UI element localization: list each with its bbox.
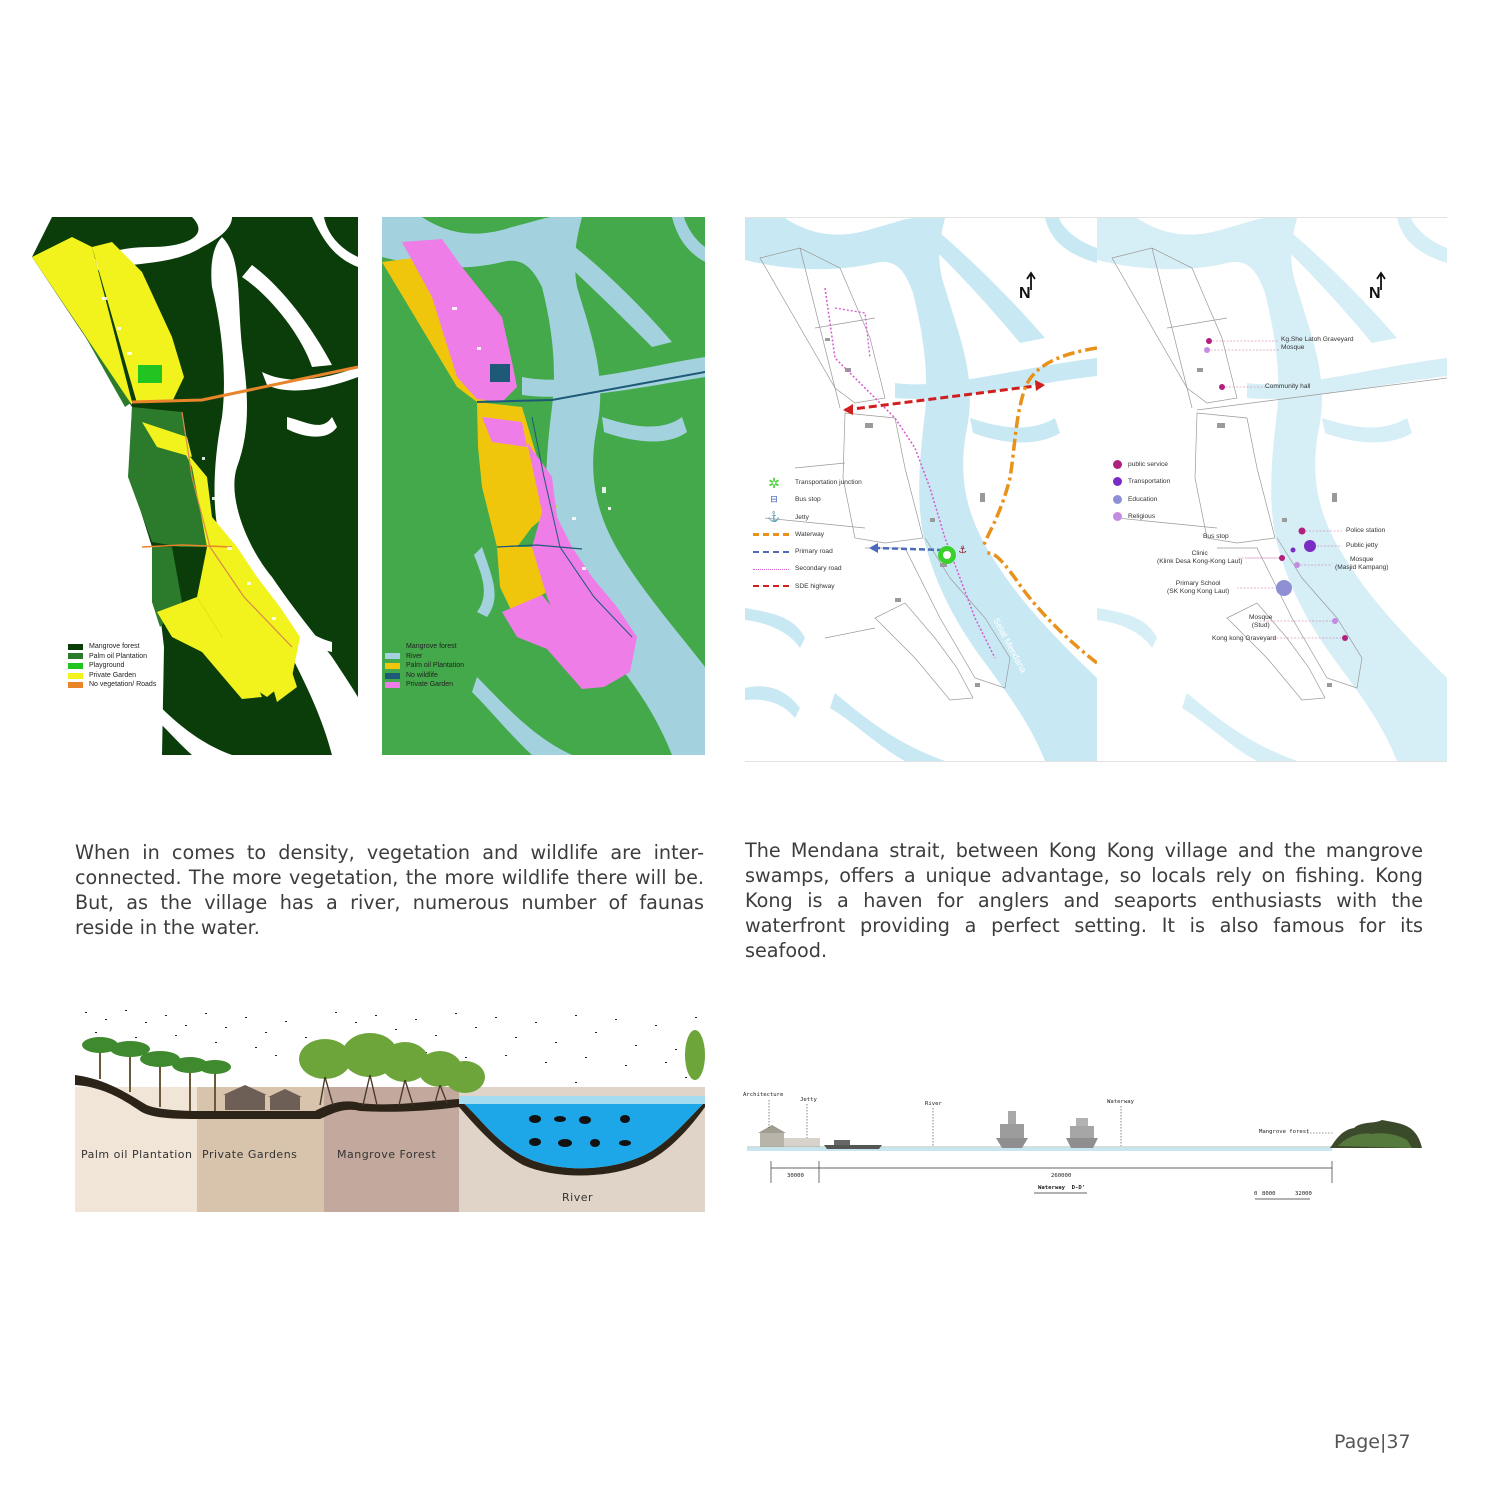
legend-label: Transportation — [1128, 478, 1171, 486]
legend-item — [753, 491, 862, 508]
legend-item — [385, 642, 464, 652]
legend-label: River — [406, 652, 423, 660]
legend-item — [68, 661, 156, 671]
label-public-jetty: Public jetty — [1346, 542, 1378, 549]
zone-label-river: River — [562, 1191, 593, 1204]
zone-label-mangrove: Mangrove Forest — [337, 1148, 437, 1161]
transport-legend — [753, 474, 862, 595]
legend-label: public service — [1128, 461, 1168, 468]
vegetation-map — [32, 217, 358, 755]
label-police-station: Police station — [1346, 527, 1386, 534]
label-community-hall: Community hall — [1265, 383, 1311, 390]
waterway-section — [742, 1088, 1424, 1203]
dotted-line-icon — [753, 569, 789, 570]
label-mangrove-forest: Mangrove forest — [1259, 1129, 1310, 1135]
legend-label: Palm oil Plantation — [406, 662, 464, 670]
vegetation-legend — [68, 642, 156, 690]
legend-label: Primary road — [795, 548, 833, 556]
zone-label-palm: Palm oil Plantation — [81, 1148, 193, 1161]
label-graveyard-mosque: Kg.She Latoh Graveyard Mosque — [1281, 336, 1354, 351]
legend-label: Transportation junction — [795, 479, 862, 486]
page-number: Page|37 — [1334, 1431, 1411, 1453]
legend-item — [753, 474, 862, 491]
north-label: N — [1369, 285, 1381, 302]
strait-label: Selat Mendana — [991, 616, 1029, 675]
legend-item — [68, 671, 156, 681]
legend-item — [68, 680, 156, 690]
legend-item — [753, 578, 862, 595]
bus-icon: ⊟ — [770, 494, 778, 505]
legend-item — [68, 652, 156, 662]
legend-item — [1113, 456, 1170, 473]
legend-item — [753, 560, 862, 577]
dashed-line-icon — [753, 551, 789, 553]
label-jetty: Jetty — [800, 1097, 817, 1103]
ecology-section — [75, 1007, 705, 1212]
section-caption: Waterway D-D' — [1038, 1185, 1086, 1191]
legend-label: Secondary road — [795, 565, 842, 573]
svg-text:⚓: ⚓ — [958, 545, 967, 556]
legend-label: No wildlife — [406, 671, 438, 679]
label-graveyard: Kong kong Graveyard — [1212, 635, 1277, 642]
legend-item — [68, 642, 156, 652]
north-label: N — [1019, 285, 1031, 302]
zone-label-gardens: Private Gardens — [202, 1148, 298, 1161]
ecology-section-graphic — [75, 1007, 705, 1212]
dot-icon — [1113, 477, 1122, 486]
facilities-legend — [1113, 456, 1170, 525]
legend-label: Bus stop — [795, 496, 821, 504]
dot-icon — [1113, 512, 1122, 521]
legend-item — [1113, 508, 1170, 525]
legend-label: Private Garden — [89, 671, 137, 679]
left-paragraph: When in comes to density, vegetation and wildlife are inter-connected. The more vegetation, the more wildlife there will be. But, as the village has a river, numerous number of faunas reside in the water. — [75, 841, 704, 939]
label-bus-stop: Bus stop — [1203, 533, 1229, 540]
legend-item — [385, 680, 464, 690]
legend-item — [1113, 473, 1170, 490]
legend-label: Education — [1128, 495, 1158, 503]
dash-dot-line-icon — [753, 533, 789, 536]
label-mosque-stud: Mosque (Stud) — [1249, 614, 1273, 629]
legend-item — [385, 661, 464, 671]
anchor-icon: ⚓ — [767, 511, 781, 523]
label-clinic: Clinic (Klink Desa Kong-Kong Laut) — [1157, 550, 1243, 565]
scale-start: 0 — [1254, 1191, 1258, 1197]
legend-item — [1113, 491, 1170, 508]
facilities-map — [1097, 217, 1447, 762]
dot-icon — [1113, 460, 1122, 469]
legend-label: SDE highway — [795, 582, 835, 590]
transport-map — [745, 217, 1097, 762]
legend-item — [753, 526, 862, 543]
legend-label: Mangrove forest — [89, 643, 140, 650]
legend-label: Religious — [1128, 512, 1156, 520]
legend-item — [753, 543, 862, 560]
legend-label: Jetty — [795, 513, 809, 521]
legend-label: Playground — [89, 662, 125, 670]
legend-item — [385, 671, 464, 681]
scale-mid: 8000 — [1262, 1191, 1276, 1197]
label-mosque-kampang: Mosque (Masjid Kampang) — [1335, 556, 1389, 571]
wildlife-map — [382, 217, 705, 755]
right-paragraph: The Mendana strait, between Kong Kong village and the mangrove swamps, offers a unique advantage, so locals rely on fishing. Kong Kong is a haven for anglers and seaports enthusiasts with the waterfront providing a perfect setting. It is also famous for its seafood. — [745, 839, 1423, 962]
legend-item — [385, 652, 464, 662]
label-architecture: Architecture — [743, 1092, 784, 1098]
dimension-short: 30000 — [787, 1173, 804, 1179]
wildlife-legend — [385, 642, 464, 690]
legend-label: Waterway — [795, 530, 825, 538]
dot-icon — [1113, 495, 1122, 504]
label-waterway: Waterway — [1107, 1099, 1134, 1105]
label-primary-school: Primary School (SK Kong Kong Laut) — [1167, 580, 1230, 595]
dashed-line-icon — [753, 585, 789, 587]
scale-end: 32000 — [1295, 1191, 1312, 1197]
legend-label: Palm oil Plantation — [89, 652, 147, 660]
label-river: River — [925, 1101, 942, 1107]
legend-item — [753, 509, 862, 526]
legend-label: Private Garden — [406, 681, 454, 689]
legend-label: Mangrove forest — [406, 643, 457, 650]
dimension-long: 260000 — [1051, 1173, 1072, 1179]
gear-icon: ✲ — [768, 474, 780, 491]
legend-label: No vegetation/ Roads — [89, 681, 157, 689]
